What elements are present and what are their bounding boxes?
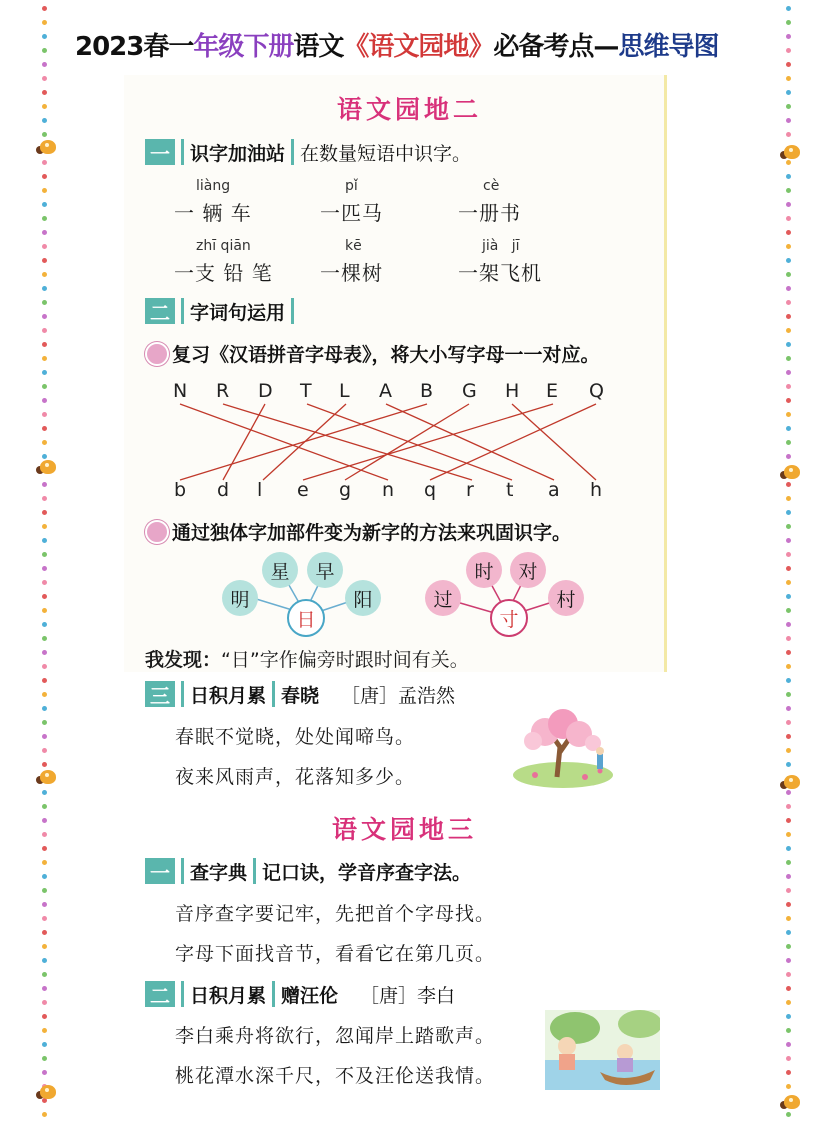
uppercase-letter: D bbox=[258, 380, 273, 402]
uppercase-letter: G bbox=[462, 380, 477, 402]
radical-char: 村 bbox=[548, 580, 584, 616]
tag-heading: 字词句运用 bbox=[190, 301, 286, 324]
radical-char: 过 bbox=[425, 580, 461, 616]
lowercase-letter: q bbox=[424, 479, 437, 501]
uppercase-letter: H bbox=[505, 380, 520, 402]
uppercase-letter: L bbox=[339, 380, 350, 402]
tag-heading: 日积月累 bbox=[190, 984, 267, 1007]
tag-heading: 查字典 bbox=[190, 861, 248, 884]
poem-line: 李白乘舟将欲行，忽闻岸上踏歌声。 bbox=[175, 1025, 496, 1047]
radical-char: 对 bbox=[510, 552, 546, 588]
lowercase-letter: r bbox=[466, 479, 474, 501]
uppercase-letter: R bbox=[216, 380, 230, 402]
radical-char: 时 bbox=[466, 552, 502, 588]
title-part: 必备考点— bbox=[493, 32, 619, 62]
radical-char: 明 bbox=[222, 580, 258, 616]
title-part: 语文 bbox=[293, 32, 344, 62]
radical-center: 日 bbox=[287, 599, 325, 637]
tag-divider bbox=[181, 681, 184, 707]
pinyin: zhī qiān bbox=[196, 238, 251, 254]
radical-char: 星 bbox=[262, 552, 298, 588]
pinyin: kē bbox=[345, 238, 362, 254]
poem-author: ［唐］李白 bbox=[360, 984, 456, 1007]
lowercase-letter: l bbox=[257, 479, 263, 501]
poem-line: 春眠不觉晓，处处闻啼鸟。 bbox=[175, 726, 416, 748]
poem-title: 春晓 bbox=[281, 684, 320, 707]
uppercase-letter: T bbox=[300, 380, 312, 402]
tag-number: 二 bbox=[145, 981, 175, 1007]
lowercase-letter: e bbox=[297, 479, 309, 501]
lowercase-letter: g bbox=[339, 479, 352, 501]
radical-char: 早 bbox=[307, 552, 343, 588]
rhyme-line: 音序查字要记牢，先把首个字母找。 bbox=[175, 903, 496, 925]
uppercase-letter: E bbox=[546, 380, 559, 402]
tag-heading: 识字加油站 bbox=[190, 142, 286, 165]
lowercase-letter: d bbox=[217, 479, 230, 501]
tag-divider bbox=[181, 981, 184, 1007]
tag-divider bbox=[181, 858, 184, 884]
radical-char: 阳 bbox=[345, 580, 381, 616]
finding-text: “日”字作偏旁时跟时间有关。 bbox=[221, 649, 469, 671]
uppercase-letter: B bbox=[420, 380, 434, 402]
pinyin: pǐ bbox=[345, 178, 358, 194]
boat-farewell-illustration bbox=[545, 1010, 660, 1090]
tag-description: 在数量短语中识字。 bbox=[300, 142, 472, 165]
measure-phrase: 一架飞机 bbox=[458, 261, 542, 285]
tag-number: 一 bbox=[145, 139, 175, 165]
lowercase-letter: n bbox=[382, 479, 395, 501]
tag-number: 三 bbox=[145, 681, 175, 707]
uppercase-letter: Q bbox=[589, 380, 604, 402]
garden2-title: 语文园地二 bbox=[336, 95, 482, 124]
lowercase-letter: a bbox=[548, 479, 560, 501]
lowercase-letter: t bbox=[506, 479, 514, 501]
measure-phrase: 一 辆 车 bbox=[174, 201, 252, 225]
garden3-title: 语文园地三 bbox=[331, 815, 477, 844]
pinyin: jià jī bbox=[482, 238, 520, 254]
pinyin: liàng bbox=[196, 178, 231, 194]
tag-divider bbox=[253, 858, 256, 884]
tag-description: 记口诀，学音序查字法。 bbox=[262, 861, 472, 884]
measure-phrase: 一匹马 bbox=[320, 201, 383, 225]
measure-phrase: 一棵树 bbox=[320, 261, 383, 285]
title-part: 年级下册 bbox=[193, 32, 294, 62]
poem-line: 桃花潭水深千尺，不及汪伦送我情。 bbox=[175, 1065, 496, 1087]
garden3-s2-tag bbox=[145, 979, 455, 1009]
measure-phrase: 一册书 bbox=[458, 201, 521, 225]
title-part: 2023春一 bbox=[75, 32, 194, 62]
rhyme-line: 字母下面找音节，看看它在第几页。 bbox=[175, 943, 496, 965]
measure-phrase: 一支 铅 笔 bbox=[174, 261, 273, 285]
pinyin: cè bbox=[483, 178, 500, 194]
task-instruction: 复习《汉语拼音字母表》，将大小写字母一一对应。 bbox=[172, 344, 600, 366]
garden2-s3-tag bbox=[145, 679, 455, 709]
uppercase-letter: A bbox=[379, 380, 392, 402]
title-part: 思维导图 bbox=[618, 32, 719, 62]
poem-line: 夜来风雨声，花落知多少。 bbox=[175, 766, 416, 788]
tag-divider bbox=[272, 681, 275, 707]
blossom-tree-illustration bbox=[505, 707, 617, 791]
radical-center: 寸 bbox=[490, 599, 528, 637]
tag-divider bbox=[272, 981, 275, 1007]
tag-heading: 日积月累 bbox=[190, 684, 267, 707]
poem-author: ［唐］孟浩然 bbox=[341, 684, 456, 707]
garden3-s1-tag bbox=[145, 856, 471, 886]
tag-number: 一 bbox=[145, 858, 175, 884]
finding-label: 我发现： bbox=[145, 649, 222, 671]
tag-number: 二 bbox=[145, 298, 175, 324]
uppercase-letter: N bbox=[173, 380, 188, 402]
title-part: 《语文园地》 bbox=[343, 32, 494, 62]
finding-note bbox=[145, 645, 469, 672]
task-instruction: 通过独体字加部件变为新字的方法来巩固识字。 bbox=[172, 522, 572, 544]
lowercase-letter: h bbox=[590, 479, 603, 501]
poem-title: 赠汪伦 bbox=[281, 984, 339, 1007]
lowercase-letter: b bbox=[174, 479, 187, 501]
